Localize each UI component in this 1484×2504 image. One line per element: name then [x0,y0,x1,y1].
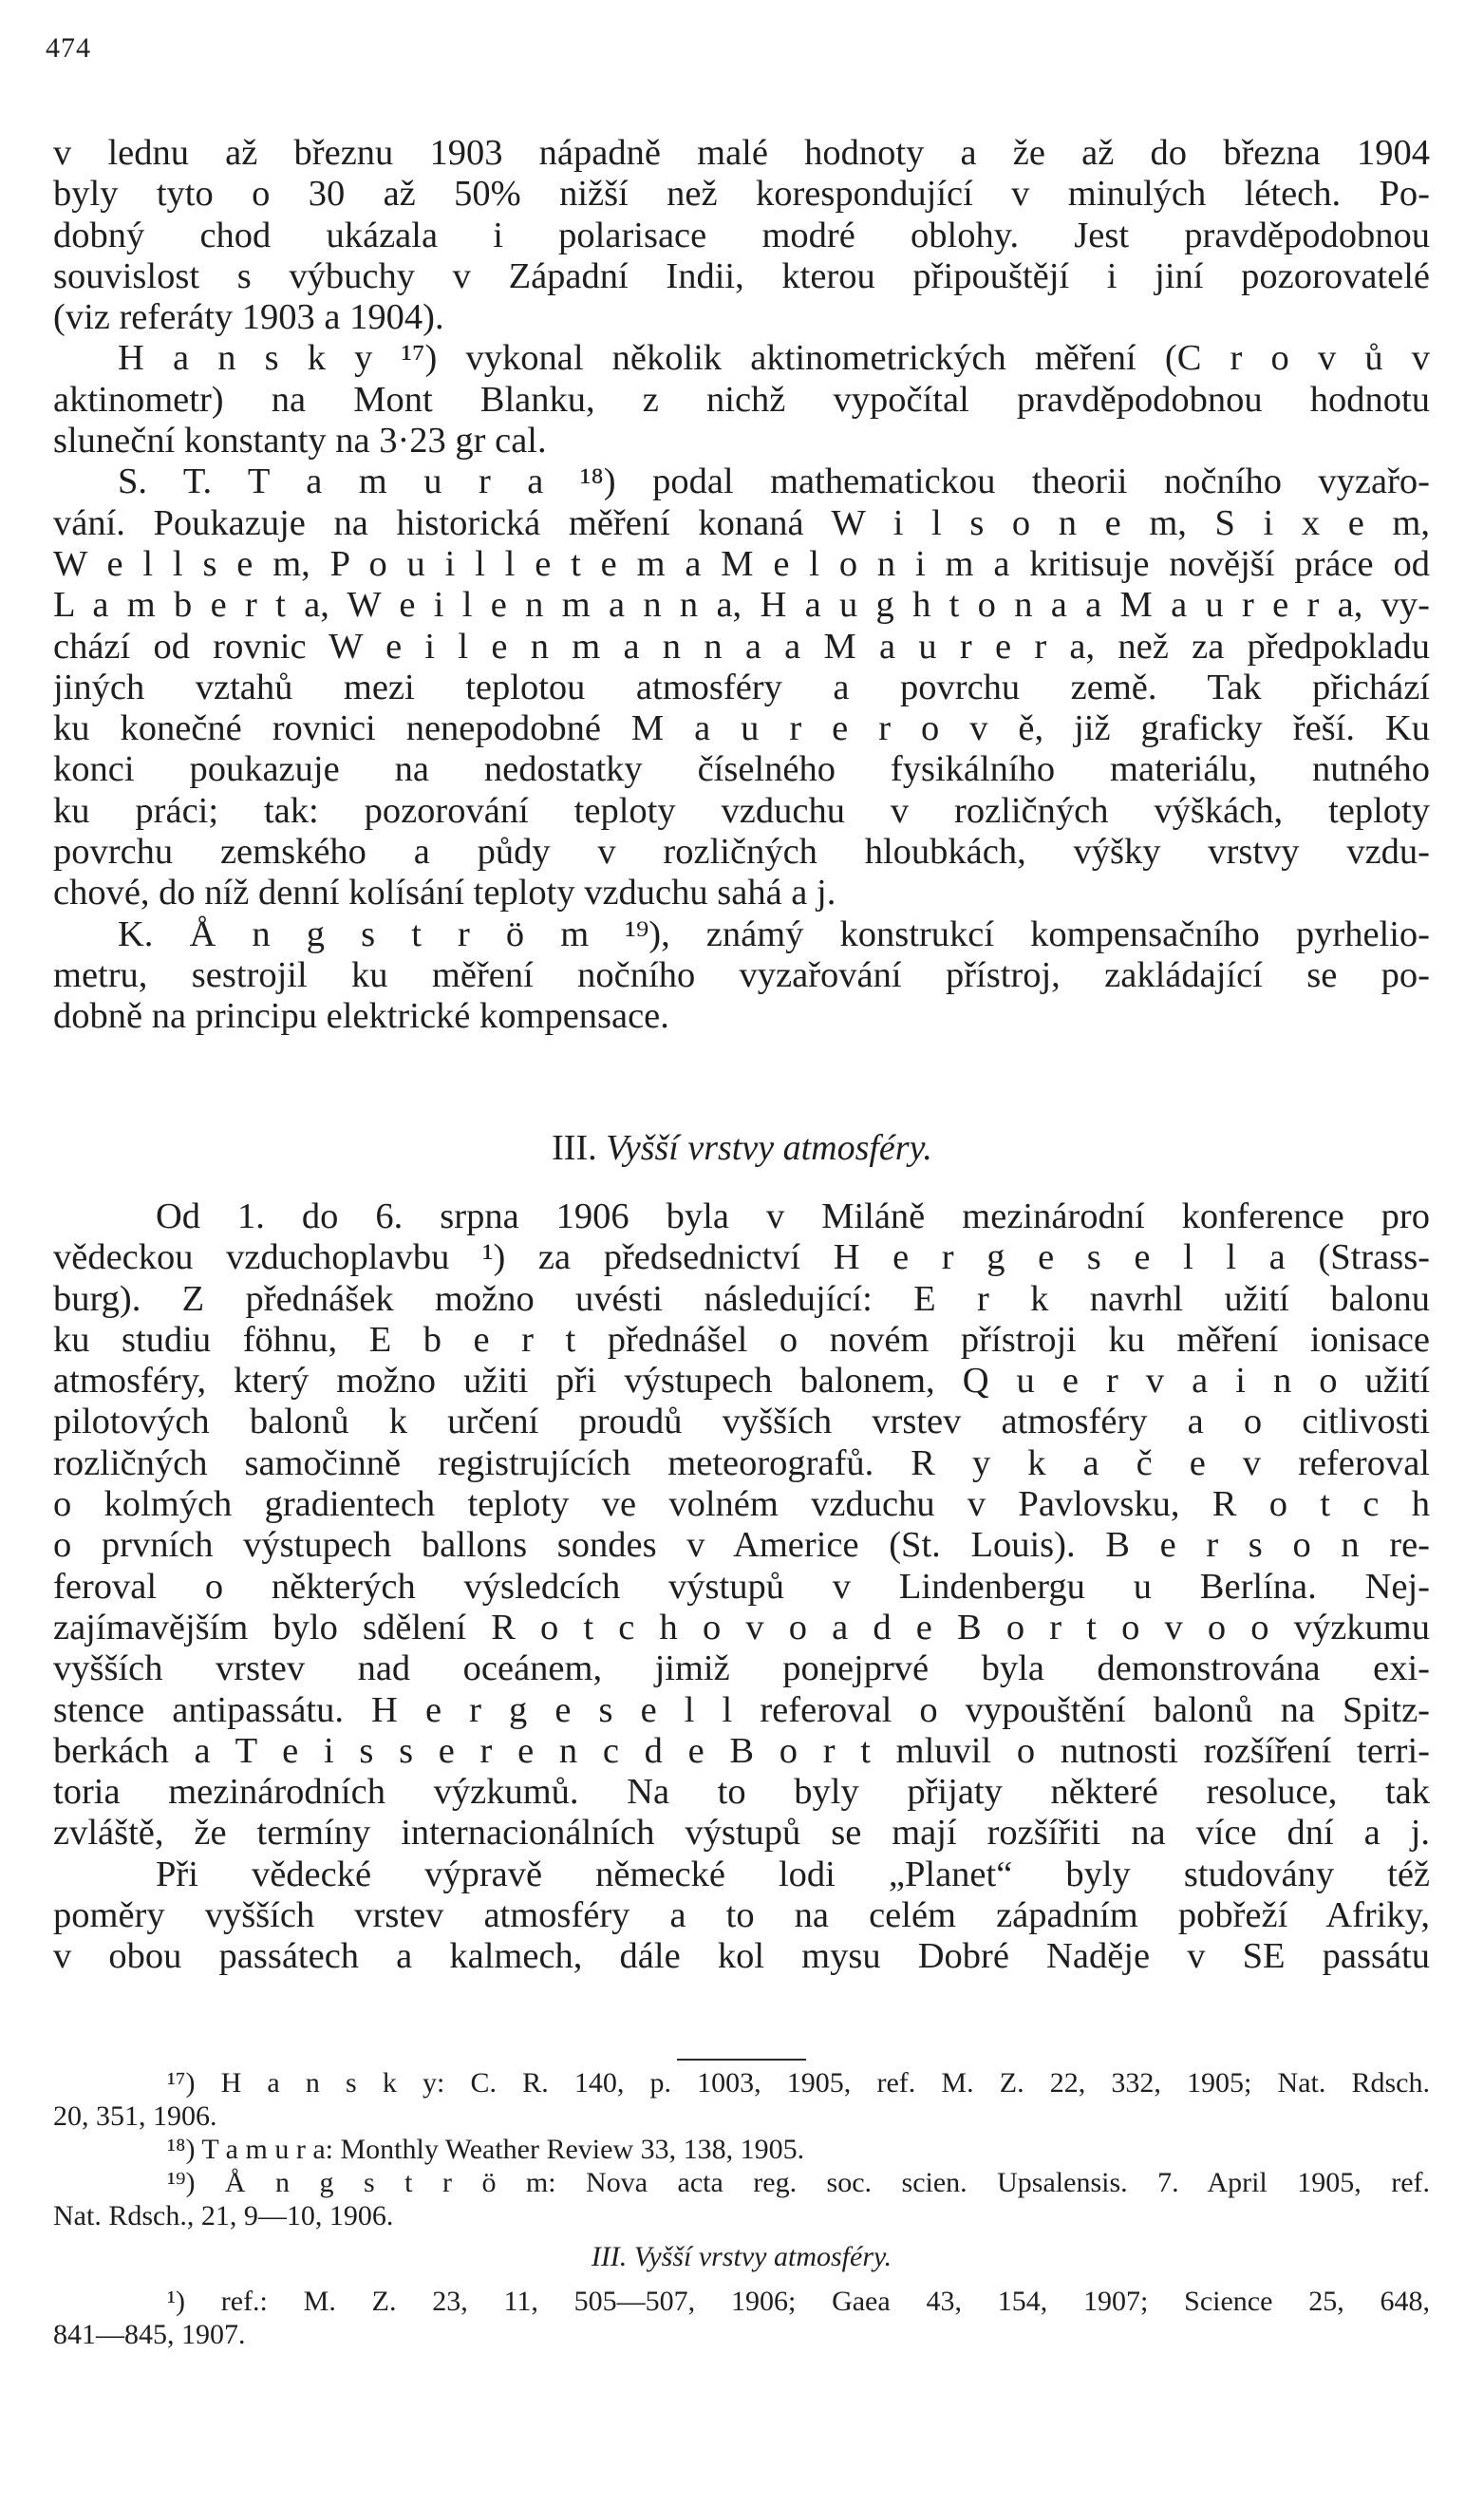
text-line: pilotových balonů k určení proudů vyšších vrstev atmosféry a o citlivosti [53,1402,1430,1442]
footnotes [53,2066,1430,2351]
text-line: ku práci; tak: pozorování teploty vzduchu v rozličných výškách, teploty [53,790,1430,831]
text-line: sluneční konstanty na 3·23 gr cal. [53,421,547,461]
footnote-line: ¹⁹) Å n g s t r ö m: Nova acta reg. soc. scien. Upsalensis. 7. April 1905, ref. [167,2167,1430,2198]
footnote-line: Nat. Rdsch., 21, 9—10, 1906. [53,2200,394,2231]
text-line: povrchu zemského a půdy v rozličných hloubkách, výšky vrstvy vzdu- [53,832,1430,873]
footnote-line: ¹⁸) T a m u r a: Monthly Weather Review 33, 138, 1905. [167,2134,805,2165]
text-line: vání. Poukazuje na historická měření konaná W i l s o n e m, S i x e m, [53,502,1430,543]
text-line: o kolmých gradientech teploty ve volném vzduchu v Pavlovsku, R o t c h [53,1484,1430,1525]
text-line: v lednu až březnu 1903 nápadně malé hodnoty a že až do března 1904 [53,133,1430,173]
text-line: aktinometr) na Mont Blanku, z nichž vypočítal pravděpodobnou hodnotu [53,379,1430,420]
text-line: ku studiu föhnu, E b e r t přednášel o novém přístroji ku měření ionisace [53,1319,1430,1360]
text-line: zajímavějším bylo sdělení R o t c h o v o a d e B o r t o v o o výzkumu [53,1607,1430,1647]
footnote-line: ¹) ref.: M. Z. 23, 11, 505—507, 1906; Gaea 43, 154, 1907; Science 25, 648, [167,2286,1430,2317]
text-line: Od 1. do 6. srpna 1906 byla v Miláně mezinárodní konference pro [156,1196,1430,1236]
text-line: berkách a T e i s s e r e n c d e B o r t mluvil o nutnosti rozšíření terri- [53,1730,1430,1771]
text-line: S. T. T a m u r a ¹⁸) podal mathematickou theorii nočního vyzařo- [118,461,1430,502]
text-line: feroval o některých výsledcích výstupů v Lindenbergu u Berlína. Nej- [53,1566,1430,1607]
section-heading [0,1126,1484,1170]
text-line: (viz referáty 1903 a 1904). [53,297,444,338]
page-number: 474 [46,32,91,64]
text-line: dobný chod ukázala i polarisace modré oblohy. Jest pravděpodobnou [53,215,1430,255]
text-line: ku konečné rovnici nenepodobné M a u r e r o v ě, již graficky řeší. Ku [53,708,1430,749]
text-line: metru, sestrojil ku měření nočního vyzařování přístroj, zakládající se po- [53,954,1430,995]
text-line: rozličných samočinně registrujících meteorografů. R y k a č e v referoval [53,1442,1430,1483]
footnote-line: 20, 351, 1906. [53,2100,217,2132]
footnote-line: ¹⁷) H a n s k y: C. R. 140, p. 1003, 1905, ref. M. Z. 22, 332, 1905; Nat. Rdsch. [167,2067,1430,2099]
text-line: chází od rovnic W e i l e n m a n n a a M a u r e r a, než za předpokladu [53,626,1430,667]
text-line: W e l l s e m, P o u i l l e t e m a M e l o n i m a kritisuje novější práce od [53,543,1430,584]
text-line: vědeckou vzduchoplavbu ¹) za předsednictví H e r g e s e l l a (Strass- [53,1237,1430,1278]
footnote-line: 841—845, 1907. [53,2319,246,2350]
text-line: atmosféry, který možno užiti při výstupech balonem, Q u e r v a i n o užití [53,1361,1430,1402]
body-text-section [53,1196,1430,1978]
text-line: zvláště, že termíny internacionálních výstupů se mají rozšířiti na více dní a j. [53,1813,1430,1854]
text-line: H a n s k y ¹⁷) vykonal několik aktinometrických měření (C r o v ů v [118,338,1430,379]
text-line: v obou passátech a kalmech, dále kol mysu Dobré Naděje v SE passátu [53,1936,1430,1977]
text-line: toria mezinárodních výzkumů. Na to byly přijaty některé resoluce, tak [53,1772,1430,1813]
text-line: souvislost s výbuchy v Západní Indii, kterou připouštějí i jiní pozorovatelé [53,255,1430,296]
section-title: Vyšší vrstvy atmosféry. [606,1128,932,1168]
body-text-top [53,133,1430,1038]
footnote-section-heading: III. Vyšší vrstvy atmosféry. [591,2241,892,2272]
text-line: vyšších vrstev nad oceánem, jimiž ponejprvé byla demonstrována exi- [53,1648,1430,1689]
text-line: dobně na principu elektrické kompensace. [53,996,669,1037]
text-line: stence antipassátu. H e r g e s e l l referoval o vypouštění balonů na Spitz- [53,1689,1430,1730]
text-line: L a m b e r t a, W e i l e n m a n n a, H a u g h t o n a a M a u r e r a, vy- [53,585,1430,626]
text-line: Při vědecké výpravě německé lodi „Planet“ byly studovány též [156,1854,1430,1894]
text-line: K. Å n g s t r ö m ¹⁹), známý konstrukcí kompensačního pyrhelio- [118,913,1430,954]
text-line: jiných vztahů mezi teplotou atmosféry a povrchu země. Tak přichází [53,667,1430,707]
text-line: o prvních výstupech ballons sondes v Americe (St. Louis). B e r s o n re- [53,1525,1430,1566]
footnote-divider [677,2059,806,2061]
section-number: III. [552,1128,597,1168]
text-line: byly tyto o 30 až 50% nižší než korespondující v minulých létech. Po- [53,174,1430,215]
text-line: poměry vyšších vrstev atmosféry a to na celém západním pobřeží Afriky, [53,1895,1430,1936]
text-line: chové, do níž denní kolísání teploty vzduchu sahá a j. [53,873,836,913]
text-line: konci poukazuje na nedostatky číselného fysikálního materiálu, nutného [53,749,1430,790]
text-line: burg). Z přednášek možno uvésti následující: E r k navrhl užití balonu [53,1278,1430,1319]
